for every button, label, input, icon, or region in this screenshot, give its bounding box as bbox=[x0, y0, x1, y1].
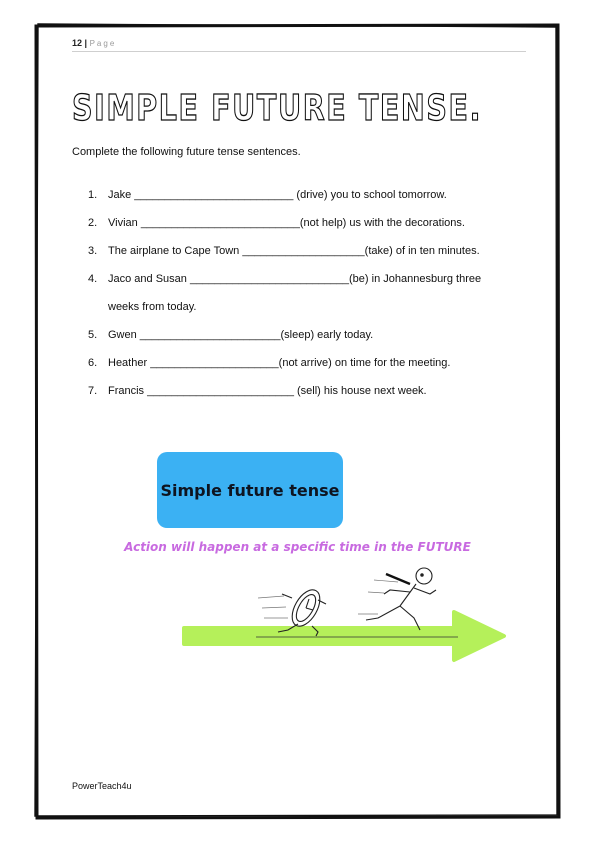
exercise-item bbox=[88, 181, 528, 209]
page-title-text: SIMPLE FUTURE TENSE. bbox=[72, 88, 482, 129]
exercise-list bbox=[88, 181, 528, 405]
footer-brand: PowerTeach4u bbox=[72, 781, 132, 791]
exercise-item bbox=[88, 377, 528, 405]
exercise-number: 1. bbox=[88, 189, 98, 201]
exercise-number: 6. bbox=[88, 357, 98, 369]
exercise-continuation: weeks from today. bbox=[108, 301, 197, 313]
exercise-number: 4. bbox=[88, 273, 98, 285]
timeline-arrow-icon bbox=[184, 612, 504, 660]
exercise-text: Heather _____________________(not arrive) on time for the meeting. bbox=[108, 357, 451, 369]
exercise-number: 3. bbox=[88, 245, 98, 257]
exercise-text: Jaco and Susan __________________________(be) in Johannesburg three bbox=[108, 273, 482, 285]
topic-badge bbox=[157, 452, 343, 528]
topic-badge-label: Simple future tense bbox=[160, 480, 340, 500]
exercise-item bbox=[88, 265, 528, 321]
exercise-text: Francis ________________________ (sell) his house next week. bbox=[108, 385, 427, 397]
page-word: Page bbox=[89, 39, 117, 48]
definition-tagline: Action will happen at a specific time in the FUTURE bbox=[124, 540, 471, 554]
exercise-item bbox=[88, 209, 528, 237]
exercise-text: Vivian __________________________(not help) us with the decorations. bbox=[108, 217, 465, 229]
running-man-icon bbox=[358, 568, 436, 630]
exercise-number: 7. bbox=[88, 385, 98, 397]
exercise-text: Jake __________________________ (drive) you to school tomorrow. bbox=[108, 189, 447, 201]
exercise-number: 2. bbox=[88, 217, 98, 229]
exercise-text: The airplane to Cape Town ____________________(take) of in ten minutes. bbox=[108, 245, 480, 257]
exercise-item bbox=[88, 349, 528, 377]
page-header bbox=[72, 38, 116, 48]
page-title bbox=[70, 80, 540, 130]
exercise-item bbox=[88, 321, 528, 349]
timeline-illustration bbox=[178, 560, 508, 670]
header-rule bbox=[72, 51, 526, 52]
instruction-text: Complete the following future tense sentences. bbox=[72, 146, 301, 158]
exercise-item bbox=[88, 237, 528, 265]
page-number: 12 bbox=[72, 38, 83, 48]
exercise-number: 5. bbox=[88, 329, 98, 341]
page-separator: | bbox=[84, 38, 88, 48]
exercise-text: Gwen _______________________(sleep) early today. bbox=[108, 329, 374, 341]
